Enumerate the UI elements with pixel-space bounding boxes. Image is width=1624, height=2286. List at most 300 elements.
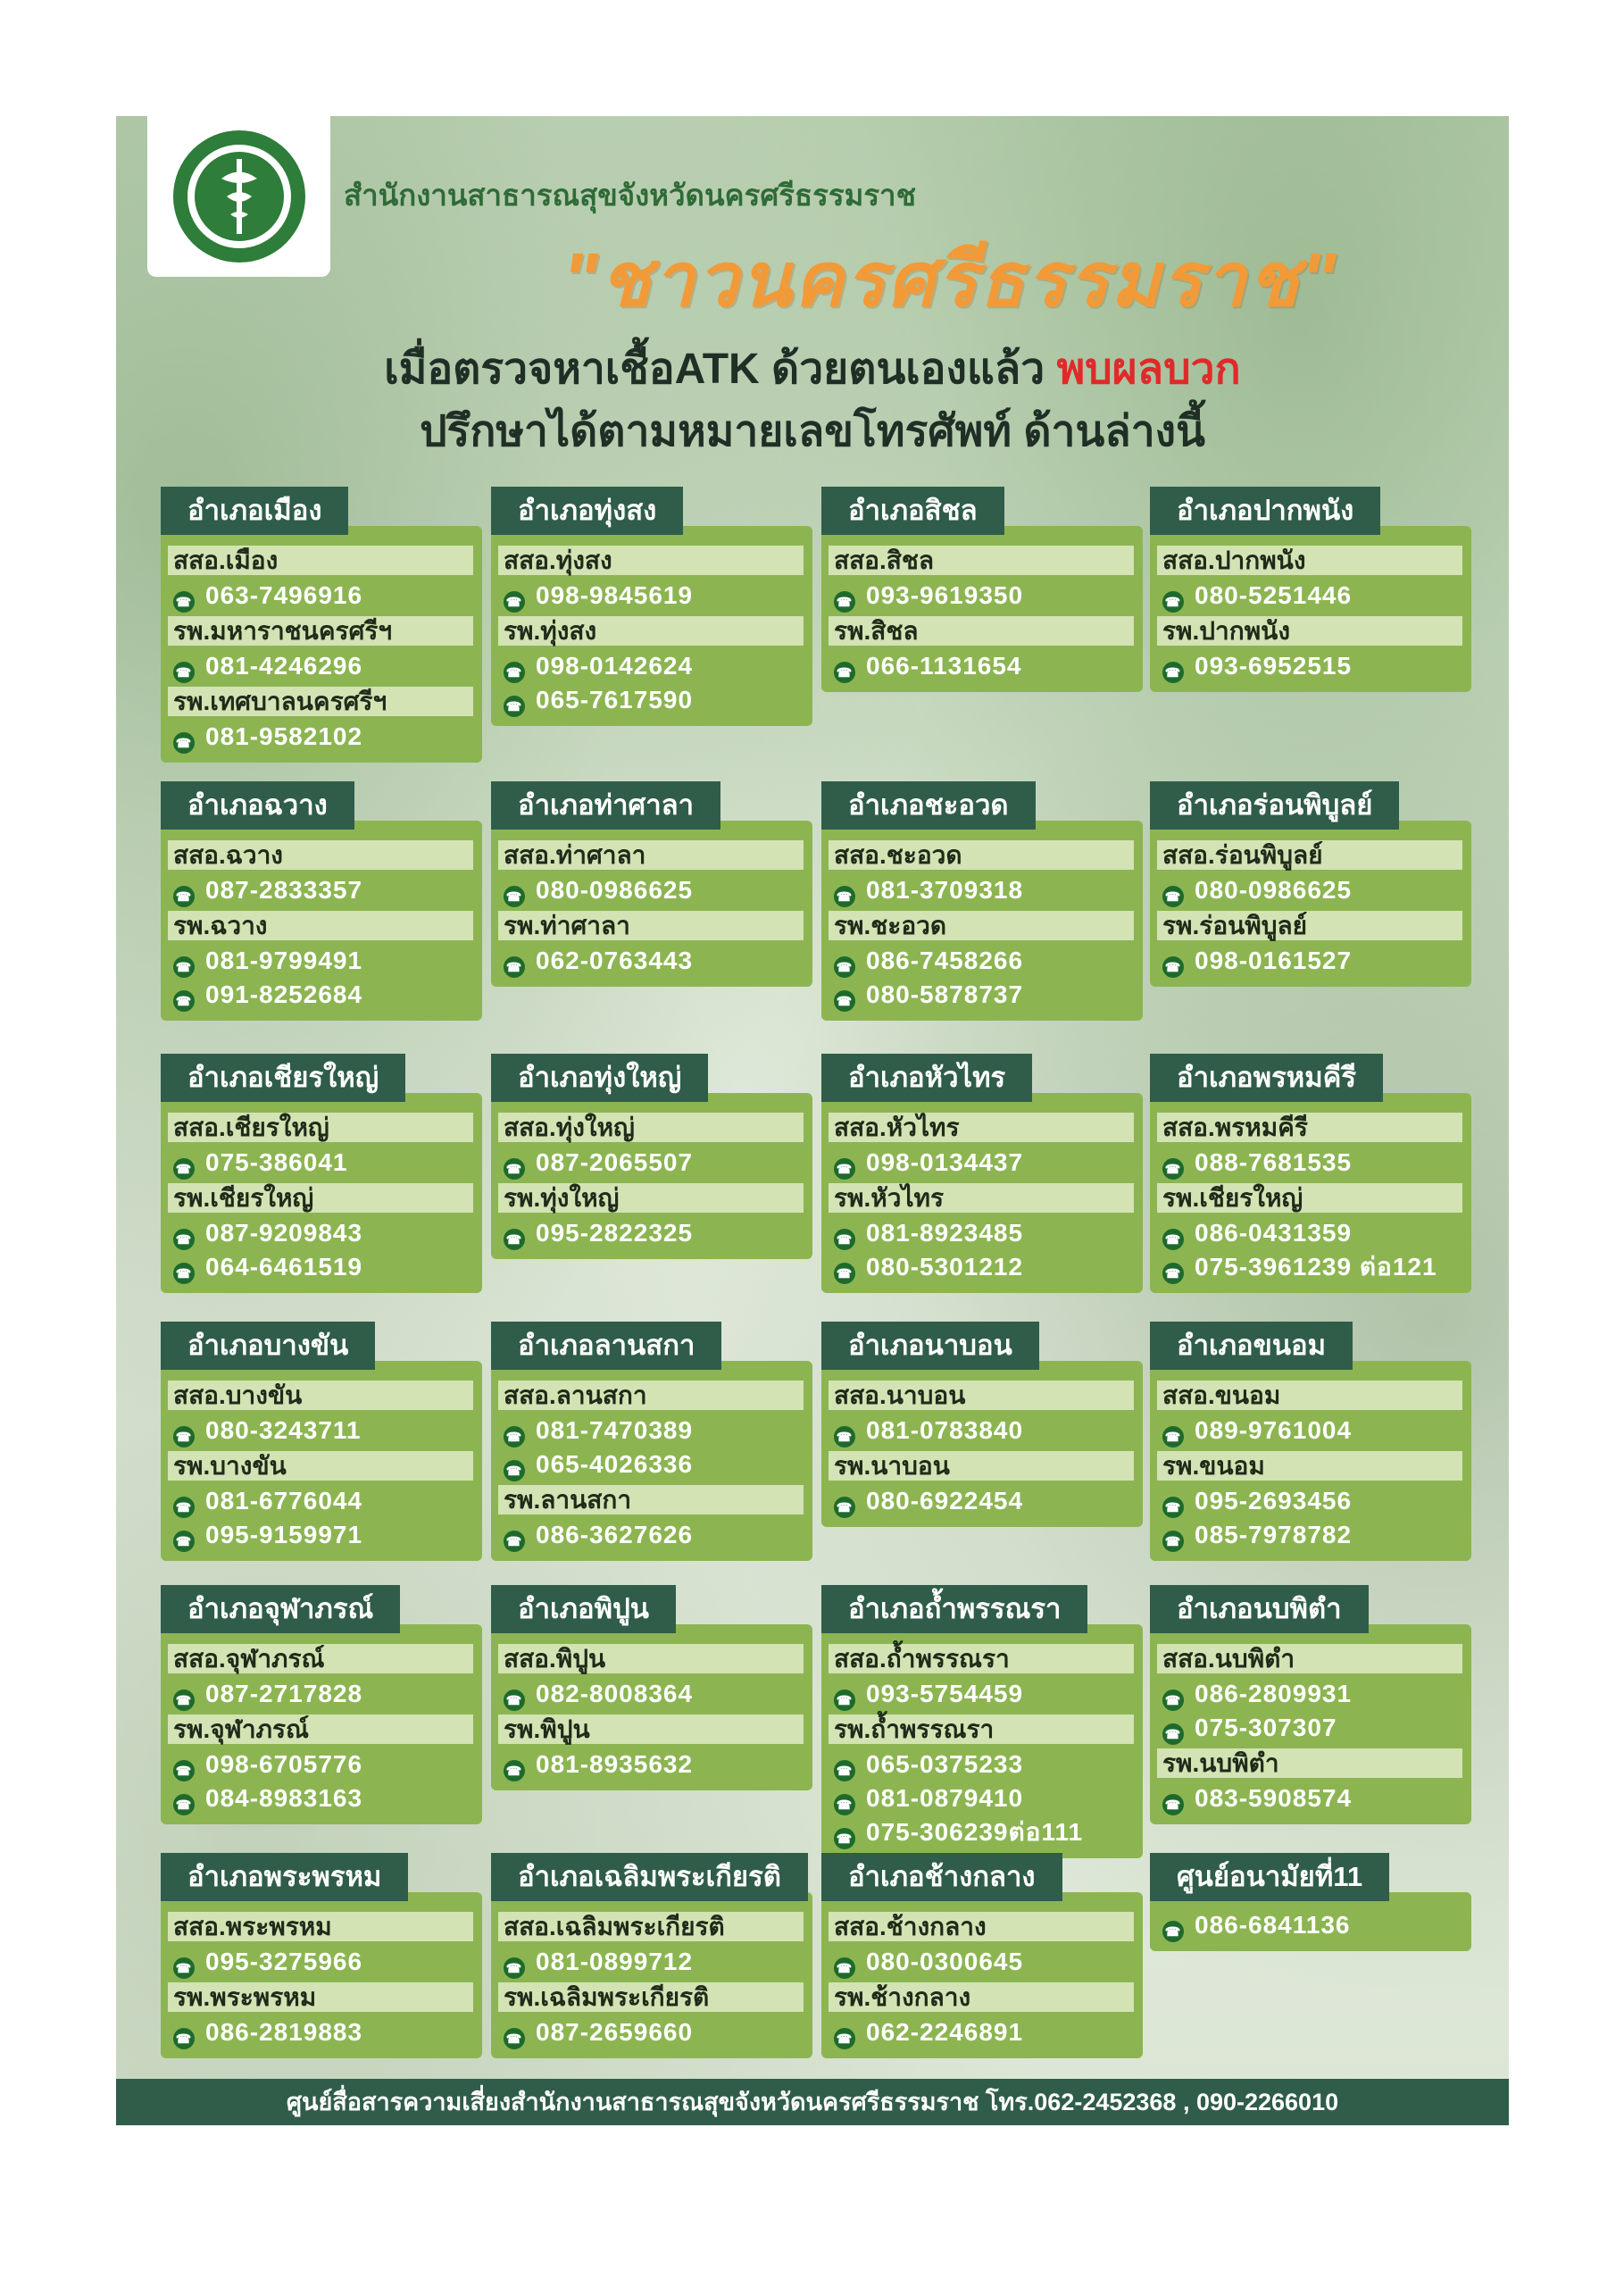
whatsapp-icon: ☎ <box>834 2028 855 2049</box>
district-name: อำเภอชะอวด <box>821 781 1036 830</box>
whatsapp-icon: ☎ <box>173 1957 195 1979</box>
phone-number[interactable] <box>168 1945 473 1979</box>
phone-text: 086-3627626 <box>536 1521 694 1548</box>
phone-number[interactable] <box>168 649 473 683</box>
office-label: สสอ.ฉวาง <box>168 840 473 870</box>
district-contacts <box>821 1093 1143 1293</box>
phone-number[interactable] <box>168 720 473 754</box>
phone-number[interactable] <box>168 978 473 1012</box>
phone-text: 087-2065507 <box>536 1148 694 1176</box>
whatsapp-icon: ☎ <box>504 956 525 978</box>
whatsapp-icon: ☎ <box>1162 591 1184 613</box>
headline-prefix: เมื่อตรวจหาเชื้อATK ด้วยตนเองแล้ว <box>384 346 1057 393</box>
district-card <box>161 487 482 763</box>
phone-number[interactable] <box>498 683 804 717</box>
office-label: สสอ.ชะอวด <box>829 840 1134 870</box>
office-label: รพ.ช้างกลาง <box>829 1982 1134 2012</box>
district-card <box>491 1853 812 2058</box>
headline-line-2: ปรึกษาได้ตามหมายเลขโทรศัพท์ ด้านล่างนี้ <box>420 408 1205 455</box>
phone-text: 095-2693456 <box>1195 1487 1353 1514</box>
phone-text: 095-3275966 <box>205 1948 363 1975</box>
phone-number[interactable] <box>498 1748 804 1781</box>
phone-number[interactable] <box>498 873 804 907</box>
whatsapp-icon: ☎ <box>504 1531 525 1552</box>
district-contacts <box>491 1361 812 1561</box>
headline-line-1 <box>116 335 1509 403</box>
district-name: อำเภอทุ่งสง <box>491 487 683 535</box>
phone-number[interactable] <box>829 1781 1134 1815</box>
district-card <box>1150 781 1471 987</box>
phone-text: 081-9799491 <box>205 947 363 974</box>
district-contacts <box>161 1624 482 1824</box>
phone-number[interactable] <box>1157 579 1462 613</box>
phone-text: 065-4026336 <box>536 1450 694 1478</box>
phone-text: 081-0879410 <box>866 1784 1024 1812</box>
phone-number[interactable] <box>829 944 1134 978</box>
phone-number[interactable] <box>498 1518 804 1552</box>
phone-text: 084-8983163 <box>205 1784 363 1812</box>
district-name: อำเภอจุฬาภรณ์ <box>161 1585 400 1633</box>
whatsapp-icon: ☎ <box>504 1460 525 1481</box>
office-label: สสอ.บางขัน <box>168 1381 473 1410</box>
district-name: อำเภอเมือง <box>161 487 348 535</box>
whatsapp-icon: ☎ <box>173 1158 195 1180</box>
office-label: รพ.ท่าศาลา <box>498 911 804 940</box>
phone-text: 064-6461519 <box>205 1253 363 1281</box>
district-card <box>1150 1054 1471 1293</box>
district-card <box>491 1322 812 1561</box>
whatsapp-icon: ☎ <box>173 886 195 907</box>
district-card <box>491 781 812 987</box>
phone-number[interactable] <box>168 1146 473 1180</box>
district-name: อำเภอพิปูน <box>491 1585 676 1633</box>
office-label: รพ.ถ้ำพรรณรา <box>829 1714 1134 1744</box>
ministry-logo-icon <box>168 125 311 268</box>
phone-number[interactable] <box>168 2015 473 2049</box>
phone-number[interactable] <box>829 1216 1134 1250</box>
district-card <box>491 1054 812 1259</box>
whatsapp-icon: ☎ <box>173 662 195 683</box>
whatsapp-icon: ☎ <box>1162 1263 1184 1284</box>
district-card <box>821 1585 1143 1858</box>
whatsapp-icon: ☎ <box>834 591 855 613</box>
district-card <box>821 781 1143 1021</box>
phone-text: 093-9619350 <box>866 581 1024 609</box>
district-card <box>1150 1585 1471 1824</box>
office-label: สสอ.พิปูน <box>498 1644 804 1673</box>
phone-number[interactable] <box>498 1146 804 1180</box>
office-label: สสอ.จุฬาภรณ์ <box>168 1644 473 1673</box>
phone-text: 075-3961239 ต่อ121 <box>1195 1253 1437 1281</box>
phone-text: 062-2246891 <box>866 2018 1024 2046</box>
office-label: รพ.ทุ่งใหญ่ <box>498 1183 804 1213</box>
district-name: อำเภอฉวาง <box>161 781 354 830</box>
phone-text: 098-9845619 <box>536 581 694 609</box>
phone-text: 098-0161527 <box>1195 947 1353 974</box>
district-card <box>161 1054 482 1293</box>
whatsapp-icon: ☎ <box>504 1426 525 1448</box>
phone-number[interactable] <box>498 649 804 683</box>
whatsapp-icon: ☎ <box>834 1263 855 1284</box>
phone-text: 081-6776044 <box>205 1487 363 1514</box>
whatsapp-icon: ☎ <box>504 1957 525 1979</box>
office-label: รพ.จุฬาภรณ์ <box>168 1714 473 1744</box>
whatsapp-icon: ☎ <box>173 2028 195 2049</box>
district-contacts <box>821 821 1143 1021</box>
office-label: สสอ.ถ้ำพรรณรา <box>829 1644 1134 1673</box>
phone-text: 075-306239ต่อ111 <box>866 1818 1084 1846</box>
phone-number[interactable] <box>498 2015 804 2049</box>
district-contacts <box>1150 526 1471 692</box>
whatsapp-icon: ☎ <box>173 956 195 978</box>
district-card <box>1150 1322 1471 1561</box>
whatsapp-icon: ☎ <box>173 1229 195 1250</box>
footer: ศูนย์สื่อสารความเสี่ยงสำนักงานสาธารณสุขจังหวัดนครศรีธรรมราช โทร.062-2452368 , 090-2266010 <box>116 2079 1509 2125</box>
phone-text: 098-6705776 <box>205 1750 363 1778</box>
whatsapp-icon: ☎ <box>173 1426 195 1448</box>
office-label: รพ.ร่อนพิบูลย์ <box>1157 911 1462 940</box>
office-label: รพ.พิปูน <box>498 1714 804 1744</box>
whatsapp-icon: ☎ <box>1162 1794 1184 1815</box>
whatsapp-icon: ☎ <box>1162 662 1184 683</box>
phone-text: 081-3709318 <box>866 876 1024 904</box>
district-contacts <box>1150 1361 1471 1561</box>
org-name: สำนักงานสาธารณสุขจังหวัดนครศรีธรรมราช <box>344 179 916 212</box>
whatsapp-icon: ☎ <box>834 662 855 683</box>
whatsapp-icon: ☎ <box>1162 1921 1184 1942</box>
whatsapp-icon: ☎ <box>1162 1723 1184 1745</box>
phone-text: 081-0783840 <box>866 1416 1024 1444</box>
phone-text: 093-6952515 <box>1195 652 1353 680</box>
whatsapp-icon: ☎ <box>1162 1497 1184 1518</box>
office-label: สสอ.ทุ่งสง <box>498 546 804 575</box>
whatsapp-icon: ☎ <box>834 1158 855 1180</box>
office-label: สสอ.ร่อนพิบูลย์ <box>1157 840 1462 870</box>
whatsapp-icon: ☎ <box>173 1263 195 1284</box>
whatsapp-icon: ☎ <box>834 1229 855 1250</box>
phone-text: 080-0986625 <box>536 876 694 904</box>
phone-text: 086-2809931 <box>1195 1680 1353 1707</box>
district-name: อำเภอช้างกลาง <box>821 1853 1062 1901</box>
office-label: สสอ.พรหมคีรี <box>1157 1113 1462 1142</box>
whatsapp-icon: ☎ <box>173 732 195 754</box>
phone-number[interactable] <box>168 1518 473 1552</box>
whatsapp-icon: ☎ <box>834 990 855 1012</box>
district-name: อำเภอนบพิตำ <box>1150 1585 1369 1633</box>
district-name: อำเภอสิชล <box>821 487 1004 535</box>
phone-number[interactable] <box>1157 1908 1462 1942</box>
district-contacts <box>1150 821 1471 987</box>
district-contacts <box>161 1892 482 2058</box>
whatsapp-icon: ☎ <box>504 886 525 907</box>
whatsapp-icon: ☎ <box>173 990 195 1012</box>
phone-number[interactable] <box>498 1448 804 1481</box>
district-card <box>1150 487 1471 692</box>
district-name: อำเภอหัวไทร <box>821 1054 1032 1102</box>
whatsapp-icon: ☎ <box>834 1828 855 1849</box>
phone-number[interactable] <box>829 2015 1134 2049</box>
whatsapp-icon: ☎ <box>834 1794 855 1815</box>
district-card <box>821 1322 1143 1527</box>
district-name: อำเภอถ้ำพรรณรา <box>821 1585 1087 1633</box>
whatsapp-icon: ☎ <box>834 956 855 978</box>
whatsapp-icon: ☎ <box>504 1760 525 1781</box>
phone-number[interactable] <box>168 944 473 978</box>
phone-text: 083-5908574 <box>1195 1784 1353 1812</box>
district-name: อำเภอขนอม <box>1150 1322 1353 1370</box>
phone-text: 080-5251446 <box>1195 581 1353 609</box>
district-name: อำเภอปากพนัง <box>1150 487 1380 535</box>
office-label: สสอ.ลานสกา <box>498 1381 804 1410</box>
district-name: อำเภอทุ่งใหญ่ <box>491 1054 708 1102</box>
phone-text: 085-7978782 <box>1195 1521 1353 1548</box>
whatsapp-icon: ☎ <box>1162 1229 1184 1250</box>
district-contacts <box>161 1361 482 1561</box>
office-label: รพ.ปากพนัง <box>1157 616 1462 646</box>
district-contacts <box>821 526 1143 692</box>
whatsapp-icon: ☎ <box>834 1497 855 1518</box>
phone-number[interactable] <box>829 1250 1134 1284</box>
district-card <box>1150 1853 1471 1951</box>
logo-box <box>147 116 330 277</box>
whatsapp-icon: ☎ <box>1162 886 1184 907</box>
district-contacts <box>491 1624 812 1790</box>
whatsapp-icon: ☎ <box>173 591 195 613</box>
district-card <box>161 1853 482 2058</box>
district-contacts <box>491 1093 812 1259</box>
phone-text: 080-5878737 <box>866 980 1024 1008</box>
district-card <box>491 1585 812 1790</box>
district-card <box>161 1322 482 1561</box>
whatsapp-icon: ☎ <box>504 1229 525 1250</box>
phone-number[interactable] <box>1157 1414 1462 1448</box>
phone-text: 087-2717828 <box>205 1680 363 1707</box>
office-label: รพ.เชียรใหญ่ <box>1157 1183 1462 1213</box>
phone-text: 080-5301212 <box>866 1253 1024 1281</box>
whatsapp-icon: ☎ <box>834 1957 855 1979</box>
phone-number[interactable] <box>168 1250 473 1284</box>
phone-text: 065-0375233 <box>866 1750 1024 1778</box>
office-label: สสอ.สิชล <box>829 546 1134 575</box>
poster <box>116 116 1509 2125</box>
whatsapp-icon: ☎ <box>504 1158 525 1180</box>
phone-text: 080-6922454 <box>866 1487 1024 1514</box>
office-label: สสอ.เฉลิมพระเกียรติ <box>498 1912 804 1941</box>
district-contacts <box>491 1892 812 2058</box>
district-contacts <box>821 1361 1143 1527</box>
phone-number[interactable] <box>168 1484 473 1518</box>
office-label: สสอ.ช้างกลาง <box>829 1912 1134 1941</box>
phone-text: 087-9209843 <box>205 1219 363 1247</box>
phone-number[interactable] <box>168 579 473 613</box>
phone-text: 080-0986625 <box>1195 876 1353 904</box>
district-card <box>821 487 1143 692</box>
phone-number[interactable] <box>1157 944 1462 978</box>
phone-text: 080-0300645 <box>866 1948 1024 1975</box>
phone-number[interactable] <box>168 1781 473 1815</box>
phone-text: 098-0142624 <box>536 652 694 680</box>
phone-text: 075-307307 <box>1195 1714 1337 1741</box>
phone-number[interactable] <box>829 649 1134 683</box>
phone-number[interactable] <box>829 978 1134 1012</box>
phone-text: 062-0763443 <box>536 947 694 974</box>
phone-number[interactable] <box>1157 1711 1462 1745</box>
phone-number[interactable] <box>829 1414 1134 1448</box>
district-contacts <box>161 1093 482 1293</box>
office-label: สสอ.นบพิตำ <box>1157 1644 1462 1673</box>
phone-number[interactable] <box>498 1216 804 1250</box>
phone-number[interactable] <box>829 1748 1134 1781</box>
phone-text: 086-0431359 <box>1195 1219 1353 1247</box>
whatsapp-icon: ☎ <box>504 1689 525 1711</box>
whatsapp-icon: ☎ <box>834 1426 855 1448</box>
phone-number[interactable] <box>1157 649 1462 683</box>
phone-number[interactable] <box>829 873 1134 907</box>
phone-text: 086-7458266 <box>866 947 1024 974</box>
whatsapp-icon: ☎ <box>1162 1689 1184 1711</box>
phone-text: 087-2659660 <box>536 2018 694 2046</box>
district-name: อำเภอเฉลิมพระเกียรติ <box>491 1853 808 1901</box>
phone-text: 081-0899712 <box>536 1948 694 1975</box>
office-label: รพ.พระพรหม <box>168 1982 473 2012</box>
office-label: สสอ.ขนอม <box>1157 1381 1462 1410</box>
phone-number[interactable] <box>498 1945 804 1979</box>
phone-number[interactable] <box>829 1677 1134 1711</box>
phone-number[interactable] <box>498 944 804 978</box>
district-card <box>161 1585 482 1824</box>
phone-text: 087-2833357 <box>205 876 363 904</box>
office-label: รพ.สิชล <box>829 616 1134 646</box>
office-label: รพ.เฉลิมพระเกียรติ <box>498 1982 804 2012</box>
phone-number[interactable] <box>1157 1677 1462 1711</box>
district-name: ศูนย์อนามัยที่11 <box>1150 1853 1389 1901</box>
phone-number[interactable] <box>168 1677 473 1711</box>
phone-number[interactable] <box>498 1414 804 1448</box>
phone-text: 086-6841136 <box>1195 1911 1351 1939</box>
office-label: สสอ.ทุ่งใหญ่ <box>498 1113 804 1142</box>
whatsapp-icon: ☎ <box>834 1689 855 1711</box>
office-label: สสอ.เมือง <box>168 546 473 575</box>
office-label: รพ.ทุ่งสง <box>498 616 804 646</box>
office-label: สสอ.พระพรหม <box>168 1912 473 1941</box>
phone-number[interactable] <box>829 579 1134 613</box>
office-label: รพ.ลานสกา <box>498 1485 804 1514</box>
phone-text: 081-9582102 <box>205 722 363 750</box>
phone-number[interactable] <box>498 579 804 613</box>
district-name: อำเภอเชียรใหญ่ <box>161 1054 405 1102</box>
phone-number[interactable] <box>1157 873 1462 907</box>
district-name: อำเภอลานสกา <box>491 1322 721 1370</box>
office-label: รพ.หัวไทร <box>829 1183 1134 1213</box>
phone-number[interactable] <box>498 1677 804 1711</box>
phone-number[interactable] <box>829 1945 1134 1979</box>
district-name: อำเภอท่าศาลา <box>491 781 720 830</box>
district-card <box>161 781 482 1021</box>
whatsapp-icon: ☎ <box>834 1760 855 1781</box>
campaign-title: "ชาวนครศรีธรรมราช" <box>562 238 1338 321</box>
phone-number[interactable] <box>1157 1216 1462 1250</box>
office-label: รพ.นาบอน <box>829 1451 1134 1481</box>
phone-number[interactable] <box>1157 1484 1462 1518</box>
office-label: รพ.นบพิตำ <box>1157 1748 1462 1778</box>
phone-text: 095-2822325 <box>536 1219 694 1247</box>
phone-text: 063-7496916 <box>205 581 363 609</box>
phone-number[interactable] <box>829 1815 1134 1849</box>
phone-number[interactable] <box>1157 1250 1462 1284</box>
office-label: รพ.ชะอวด <box>829 911 1134 940</box>
office-label: รพ.ขนอม <box>1157 1451 1462 1481</box>
office-label: สสอ.ปากพนัง <box>1157 546 1462 575</box>
phone-text: 082-8008364 <box>536 1680 694 1707</box>
district-name: อำเภอพระพรหม <box>161 1853 408 1901</box>
phone-number[interactable] <box>1157 1781 1462 1815</box>
whatsapp-icon: ☎ <box>173 1531 195 1552</box>
whatsapp-icon: ☎ <box>504 591 525 613</box>
office-label: รพ.ฉวาง <box>168 911 473 940</box>
district-contacts <box>1150 1624 1471 1824</box>
whatsapp-icon: ☎ <box>173 1794 195 1815</box>
phone-text: 081-7470389 <box>536 1416 694 1444</box>
phone-number[interactable] <box>168 1216 473 1250</box>
phone-number[interactable] <box>168 1414 473 1448</box>
whatsapp-icon: ☎ <box>173 1689 195 1711</box>
phone-number[interactable] <box>168 1748 473 1781</box>
phone-text: 089-9761004 <box>1195 1416 1353 1444</box>
phone-text: 075-386041 <box>205 1148 348 1176</box>
whatsapp-icon: ☎ <box>1162 1158 1184 1180</box>
office-label: สสอ.นาบอน <box>829 1381 1134 1410</box>
whatsapp-icon: ☎ <box>1162 1426 1184 1448</box>
phone-text: 081-4246296 <box>205 652 363 680</box>
phone-text: 098-0134437 <box>866 1148 1024 1176</box>
district-card <box>821 1853 1143 2058</box>
whatsapp-icon: ☎ <box>173 1497 195 1518</box>
phone-text: 065-7617590 <box>536 686 694 713</box>
phone-number[interactable] <box>1157 1518 1462 1552</box>
office-label: รพ.เชียรใหญ่ <box>168 1183 473 1213</box>
office-label: สสอ.เชียรใหญ่ <box>168 1113 473 1142</box>
phone-text: 081-8923485 <box>866 1219 1024 1247</box>
phone-text: 081-8935632 <box>536 1750 694 1778</box>
district-name: อำเภอบางขัน <box>161 1322 375 1370</box>
whatsapp-icon: ☎ <box>834 886 855 907</box>
phone-text: 088-7681535 <box>1195 1148 1353 1176</box>
district-card <box>821 1054 1143 1293</box>
phone-text: 091-8252684 <box>205 980 363 1008</box>
office-label: สสอ.หัวไทร <box>829 1113 1134 1142</box>
whatsapp-icon: ☎ <box>1162 1531 1184 1552</box>
phone-number[interactable] <box>829 1484 1134 1518</box>
district-contacts <box>161 526 482 763</box>
district-name: อำเภอร่อนพิบูลย์ <box>1150 781 1399 830</box>
district-contacts <box>821 1892 1143 2058</box>
office-label: รพ.มหาราชนครศรีฯ <box>168 616 473 646</box>
phone-text: 095-9159971 <box>205 1521 363 1548</box>
phone-number[interactable] <box>829 1146 1134 1180</box>
whatsapp-icon: ☎ <box>504 2028 525 2049</box>
whatsapp-icon: ☎ <box>504 696 525 717</box>
phone-number[interactable] <box>1157 1146 1462 1180</box>
phone-number[interactable] <box>168 873 473 907</box>
whatsapp-icon: ☎ <box>173 1760 195 1781</box>
phone-text: 066-1131654 <box>866 652 1022 680</box>
district-contacts <box>491 821 812 987</box>
district-contacts <box>491 526 812 726</box>
district-name: อำเภอพรหมคีรี <box>1150 1054 1383 1102</box>
office-label: รพ.บางขัน <box>168 1451 473 1481</box>
phone-text: 093-5754459 <box>866 1680 1024 1707</box>
district-contacts <box>1150 1093 1471 1293</box>
